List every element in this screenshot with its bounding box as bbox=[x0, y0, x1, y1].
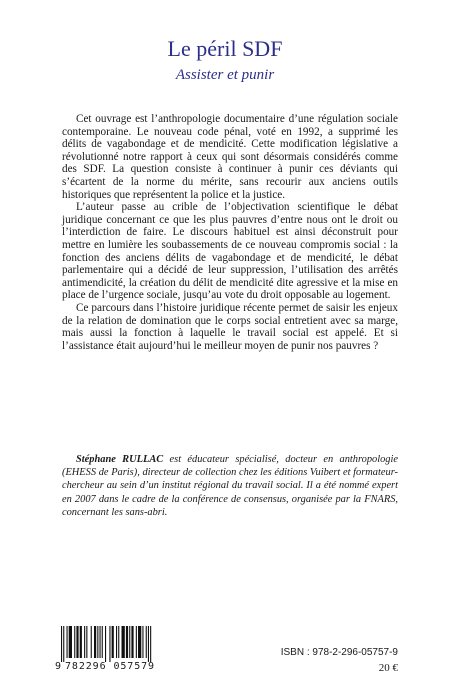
blurb bbox=[62, 113, 398, 352]
price: 20 € bbox=[378, 662, 398, 674]
author-bio-text: est éducateur spécialisé, docteur en anthropologie (EHESS de Paris), directeur de collection chez les éditions Vuibert et formateur-chercheur au sein d’un institut régional du travail social. Il a été nommé expert en 2007 dans le cadre de la conférence de consensus, organisée par la FNARS, concernant les sans-abri. bbox=[62, 454, 398, 518]
subtitle-part2: punir bbox=[237, 67, 275, 83]
barcode bbox=[55, 626, 177, 676]
barcode-lead-digit: 9 bbox=[55, 661, 62, 672]
isbn: ISBN : 978-2-296-05757-9 bbox=[280, 647, 398, 658]
subtitle-part1: Assister bbox=[175, 67, 228, 83]
barcode-bars bbox=[61, 626, 175, 662]
author-name: Stéphane RULLAC bbox=[76, 454, 164, 465]
blurb-paragraph-1: Cet ouvrage est l’anthropologie documentaire d’une régulation sociale contemporaine. Le nouveau code pénal, voté en 1992, a supprimé les délits de vagabondage et de mendicité. Cette modification législative a révolutionné notre rapport à ceux qui sont désormais considérés comme des SDF. La question consiste à continuer à punir ces déviants qui s’écartent de la norme du mérite, sans recourir aux anciens outils historiques que représentent la police et la justice. bbox=[62, 113, 398, 201]
book-title: Le péril SDF bbox=[167, 36, 283, 61]
author-bio bbox=[62, 453, 398, 519]
author-bio-paragraph bbox=[62, 453, 398, 519]
book-subtitle bbox=[0, 66, 450, 84]
subtitle-emphasis: et bbox=[227, 67, 238, 83]
blurb-paragraph-3: Ce parcours dans l’histoire juridique récente permet de saisir les enjeux de la relation de domination que le corps social entretient avec sa marge, mais aussi la fonction à laquelle le travail social est appelé. Et si l’assistance était aujourd’hui le meilleur moyen de punir nos pauvres ? bbox=[62, 301, 398, 352]
blurb-paragraph-2: L’auteur passe au crible de l’objectivation scientifique le débat juridique concernant ce que les plus pauvres d’entre nous ont le droit ou l’interdiction de faire. Le discours habituel est ainsi déconstruit pour mettre en lumière les soubassements de ce nouveau compromis social : la fonction des anciens délits de vagabondage et de mendicité, le débat parlementaire qui a décidé de leur suppression, l’utilisation des arrêtés antimendicité, la création du délit de mendicité dite agressive et la mise en place de l’urgence sociale, jusqu’au vote du droit opposable au logement. bbox=[62, 201, 398, 302]
barcode-digits: 782296 057579 bbox=[65, 661, 155, 672]
